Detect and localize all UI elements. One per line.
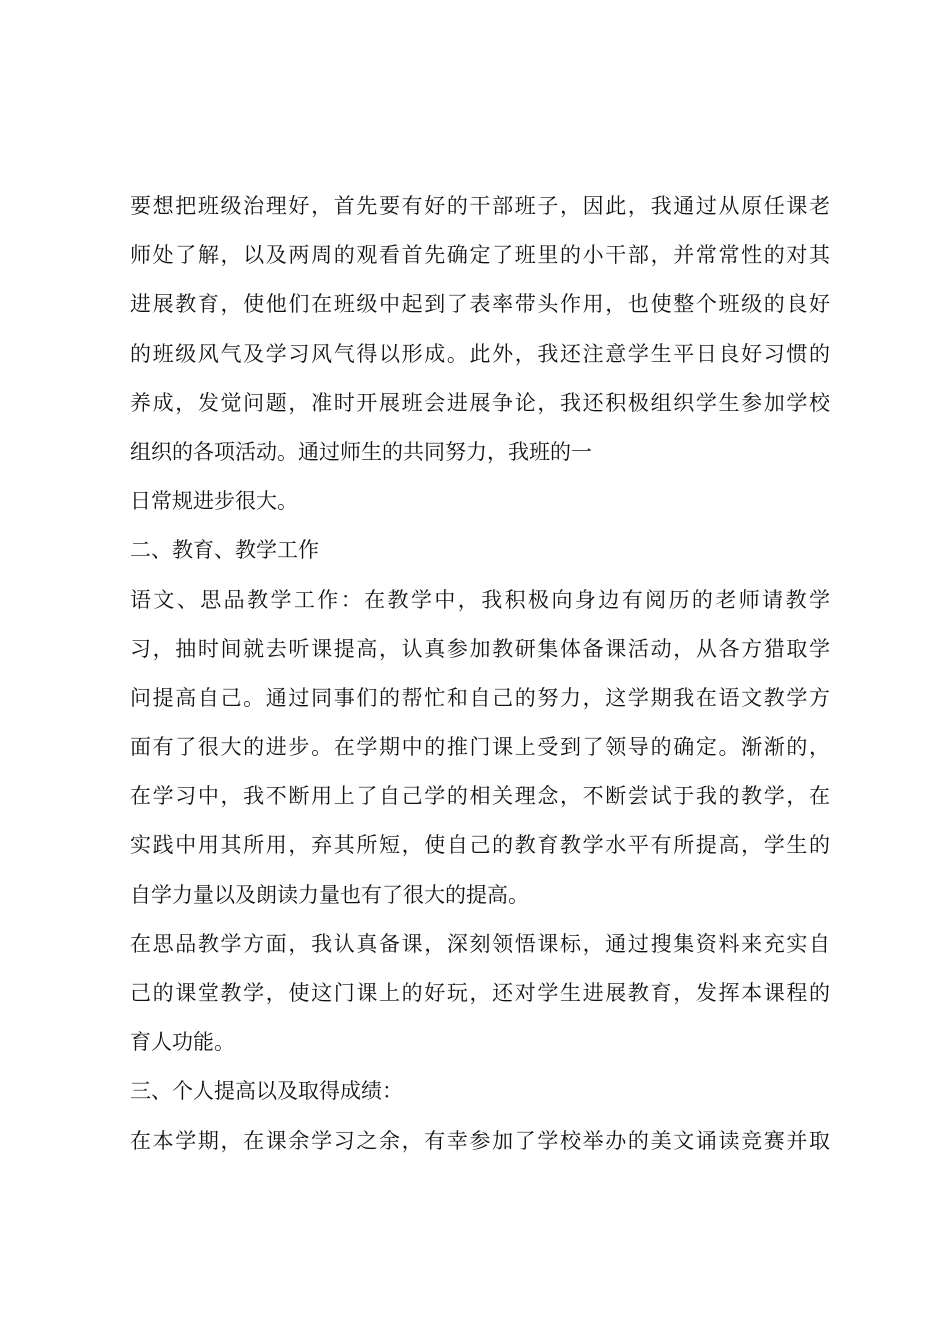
text-line: 育人功能。 [130,1030,235,1055]
text-line: 实践中用其所用，弃其所短，使自己的教育教学水平有所提高，学生的 [130,833,830,858]
section-heading: 二、教育、教学工作 [130,538,319,563]
text-line: 师处了解，以及两周的观看首先确定了班里的小干部，并常常性的对其 [130,243,830,268]
text-line: 问提高自己。通过同事们的帮忙和自己的努力，这学期我在语文教学方 [130,685,830,710]
text-line: 要想把班级治理好，首先要有好的干部班子，因此，我通过从原任课老 [130,194,830,218]
document-body [130,182,830,1166]
text-line: 养成，发觉问题，准时开展班会进展争论，我还积极组织学生参加学校 [130,390,830,415]
section-heading: 三、个人提高以及取得成绩： [130,1079,403,1104]
text-line: 的班级风气及学习风气得以形成。此外，我还注意学生平日良好习惯的 [130,341,830,366]
text-line: 自学力量以及朗读力量也有了很大的提高。 [130,882,529,907]
text-line: 语文、思品教学工作：在教学中，我积极向身边有阅历的老师请教学 [130,587,830,612]
text-line: 在学习中，我不断用上了自己学的相关理念，不断尝试于我的教学，在 [130,784,830,809]
text-line: 在本学期，在课余学习之余，有幸参加了学校举办的美文诵读竞赛并取 [130,1128,830,1153]
text-line: 进展教育，使他们在班级中起到了表率带头作用，也使整个班级的良好 [130,292,830,317]
text-line: 组织的各项活动。通过师生的共同努力，我班的一 [130,439,592,464]
text-line: 己的课堂教学，使这门课上的好玩，还对学生进展教育，发挥本课程的 [130,981,830,1005]
text-line: 面有了很大的进步。在学期中的推门课上受到了领导的确定。渐渐的， [130,735,830,760]
text-line: 习，抽时间就去听课提高，认真参加教研集体备课活动，从各方猎取学 [130,636,830,661]
text-line: 在思品教学方面，我认真备课，深刻领悟课标，通过搜集资料来充实自 [130,931,830,956]
text-line: 日常规进步很大。 [130,489,298,514]
